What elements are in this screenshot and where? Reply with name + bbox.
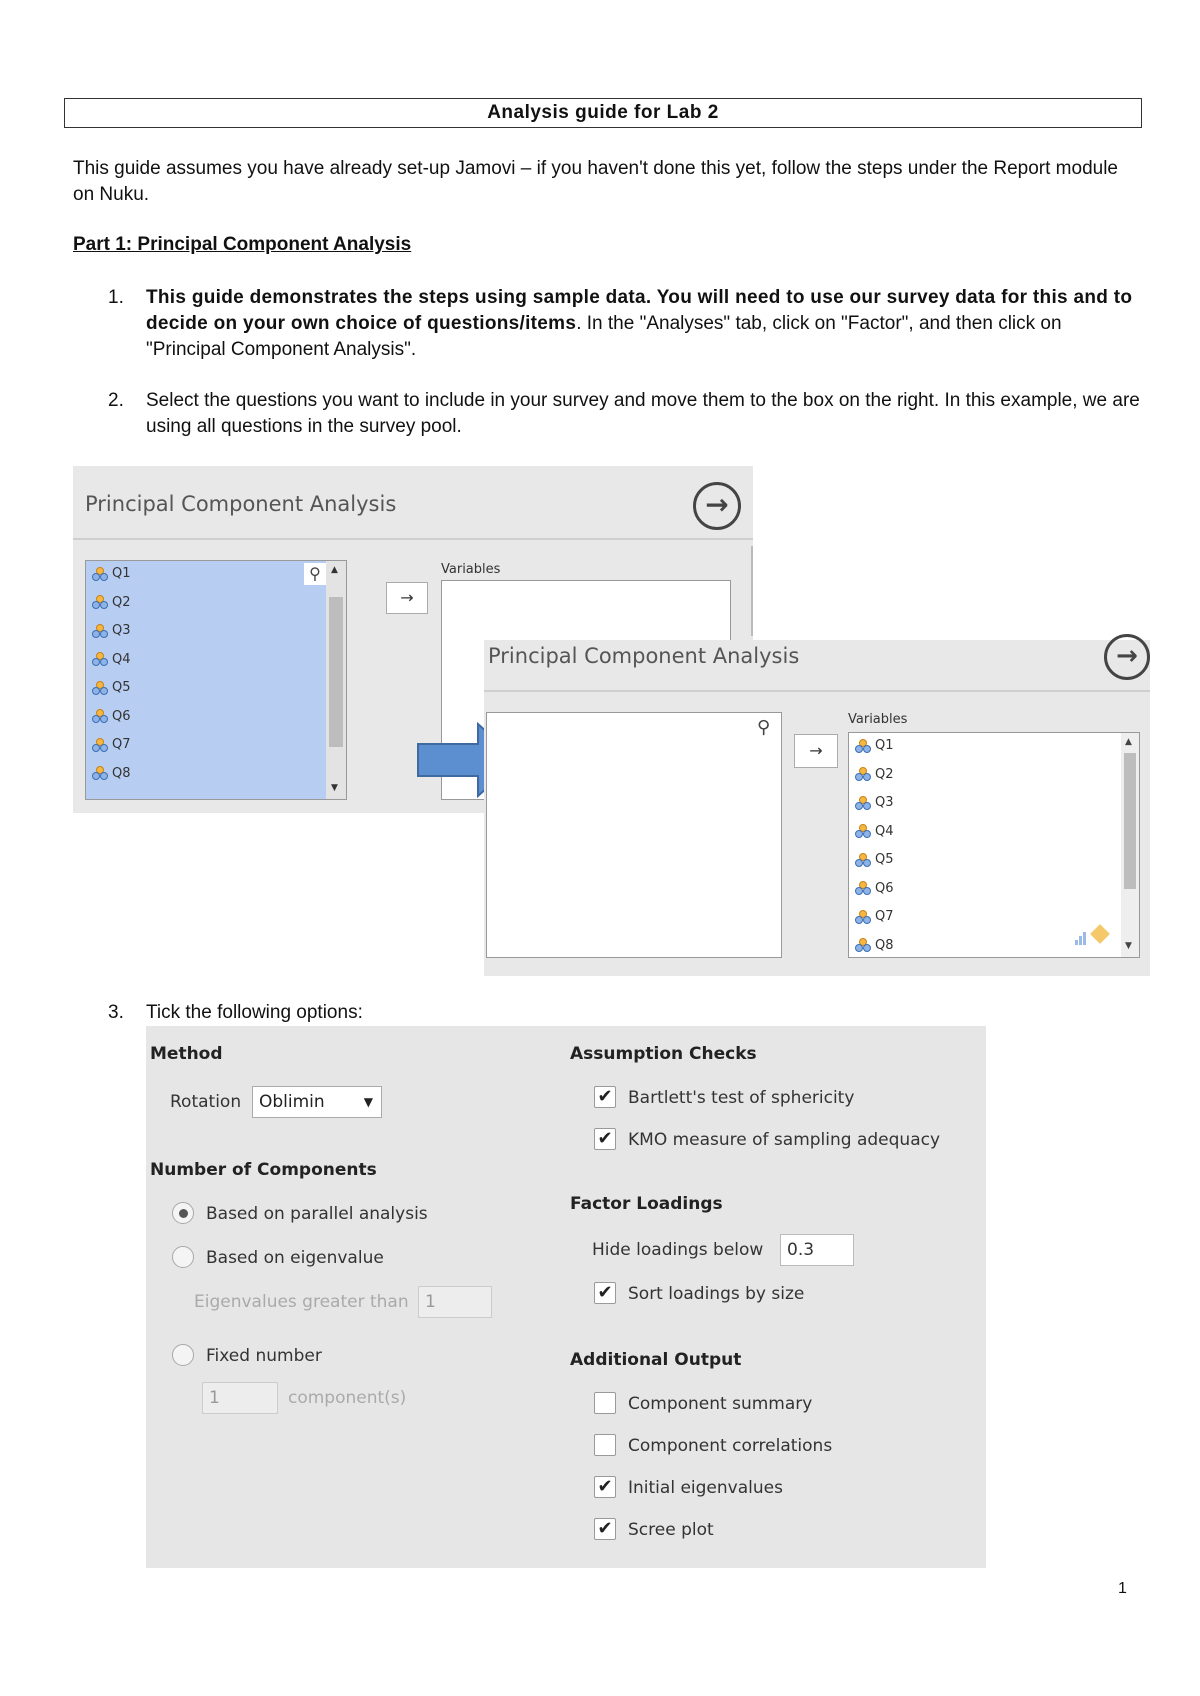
rotation-select[interactable] [252, 1086, 382, 1118]
nominal-variable-icon [855, 853, 871, 867]
components-heading: Number of Components [150, 1160, 377, 1180]
variable-item[interactable] [855, 933, 894, 959]
variables-label: Variables [441, 562, 501, 577]
level-measure-icon [1075, 929, 1091, 945]
variable-label: Q6 [875, 880, 894, 896]
nominal-variable-icon [855, 739, 871, 753]
component-summary-checkbox[interactable] [594, 1392, 616, 1414]
target-variables-list[interactable] [848, 732, 1140, 958]
fixed-number-radio[interactable] [172, 1344, 194, 1366]
variable-item[interactable] [855, 876, 894, 902]
variable-label: Q7 [112, 737, 131, 752]
variable-item[interactable] [92, 561, 131, 587]
search-icon[interactable]: ⚲ [757, 717, 771, 738]
eigenvalue-label: Based on eigenvalue [206, 1248, 384, 1268]
variable-item[interactable] [855, 847, 894, 873]
hide-loadings-input[interactable]: 0.3 [780, 1234, 854, 1266]
variable-label: Q3 [875, 795, 894, 810]
additional-heading: Additional Output [570, 1350, 742, 1370]
step-3-text: Tick the following options: [146, 1002, 363, 1023]
rotation-value: Oblimin [259, 1092, 325, 1112]
pca-panel-after [484, 640, 1150, 976]
kmo-label: KMO measure of sampling adequacy [628, 1130, 941, 1150]
scree-plot-label: Scree plot [628, 1520, 714, 1540]
assumption-heading: Assumption Checks [570, 1044, 757, 1064]
variable-item[interactable] [92, 618, 131, 644]
ruler-icon [1090, 924, 1110, 944]
variable-item[interactable] [92, 761, 131, 787]
run-arrow-icon[interactable]: → [693, 482, 741, 530]
fixed-number-input[interactable]: 1 [202, 1382, 278, 1414]
component-correlations-checkbox[interactable] [594, 1434, 616, 1456]
bartlett-checkbox[interactable]: ✔ [594, 1086, 616, 1108]
variable-label: Q4 [875, 823, 894, 839]
variable-item[interactable] [92, 590, 131, 616]
list-scrollbar[interactable] [326, 561, 346, 799]
components-suffix: component(s) [288, 1388, 407, 1408]
method-heading: Method [150, 1044, 223, 1064]
component-correlations-label: Component correlations [628, 1436, 833, 1456]
eigenvalue-radio[interactable] [172, 1246, 194, 1268]
variable-label: Q4 [112, 651, 131, 667]
list-scrollbar[interactable] [1121, 733, 1139, 957]
scree-plot-checkbox[interactable]: ✔ [594, 1518, 616, 1540]
fixed-number-label: Fixed number [206, 1346, 322, 1366]
initial-eigenvalues-label: Initial eigenvalues [628, 1478, 783, 1498]
variable-label: Q2 [112, 594, 131, 610]
run-arrow-icon[interactable]: → [1104, 634, 1150, 680]
step-2 [108, 388, 1148, 444]
variable-label: Q8 [875, 937, 894, 953]
hide-loadings-label: Hide loadings below [592, 1240, 764, 1260]
variable-item[interactable] [855, 790, 894, 816]
chevron-down-icon: ▼ [363, 1095, 373, 1109]
variable-item[interactable] [855, 733, 894, 759]
source-variable-list[interactable] [85, 560, 347, 800]
move-to-variables-button[interactable]: → [794, 734, 838, 768]
variable-item[interactable] [92, 647, 131, 673]
variable-item[interactable] [855, 762, 894, 788]
variable-label: Q1 [112, 566, 131, 581]
move-to-variables-button[interactable]: → [386, 582, 428, 614]
parallel-analysis-radio[interactable] [172, 1202, 194, 1224]
parallel-analysis-label: Based on parallel analysis [206, 1204, 428, 1224]
sort-loadings-checkbox[interactable]: ✔ [594, 1282, 616, 1304]
source-variable-list[interactable] [486, 712, 782, 958]
step-number: 2. [108, 390, 124, 411]
variable-label: Q1 [875, 738, 894, 753]
step-3 [108, 1000, 1148, 1028]
panel-title: Principal Component Analysis [488, 644, 800, 668]
step-1-bold-text: This guide demonstrates the steps using sample data. You will need to use our survey data for this and to decide on your own choice of questions/items [146, 287, 1133, 334]
step-1-text: . In the "Analyses" tab, click on "Factor", and then click on "Principal Component Analysis". [146, 313, 1062, 360]
eigenvalue-threshold-input[interactable]: 1 [418, 1286, 492, 1318]
step-number: 1. [108, 287, 124, 308]
pca-options-panel [146, 1026, 986, 1568]
variable-item[interactable] [92, 704, 131, 730]
sort-loadings-label: Sort loadings by size [628, 1284, 805, 1304]
step-1 [108, 285, 1148, 365]
scroll-up-icon[interactable]: ▲ [1125, 737, 1132, 747]
divider [73, 538, 753, 540]
variable-label: Q5 [112, 680, 131, 695]
scroll-thumb[interactable] [1124, 753, 1136, 889]
rotation-label: Rotation [170, 1092, 242, 1112]
initial-eigenvalues-checkbox[interactable]: ✔ [594, 1476, 616, 1498]
page-number: 1 [1118, 1580, 1127, 1597]
variable-label: Q6 [112, 708, 131, 724]
bartlett-label: Bartlett's test of sphericity [628, 1088, 855, 1108]
variable-label: Q5 [875, 852, 894, 867]
kmo-checkbox[interactable]: ✔ [594, 1128, 616, 1150]
nominal-variable-icon [855, 938, 871, 952]
nominal-variable-icon [92, 738, 108, 752]
nominal-variable-icon [855, 767, 871, 781]
step-number: 3. [108, 1002, 124, 1023]
nominal-variable-icon [855, 824, 871, 838]
step-2-text: Select the questions you want to include in your survey and move them to the box on the right. In this example, we are using all questions in the survey pool. [146, 390, 1140, 437]
document-title: Analysis guide for Lab 2 [64, 98, 1142, 128]
variable-label: Q7 [875, 909, 894, 924]
intro-paragraph: This guide assumes you have already set-up Jamovi – if you haven't done this yet, follow the steps under the Report module on Nuku. [73, 158, 1118, 205]
scroll-thumb[interactable] [329, 597, 343, 747]
panel-scrollbar[interactable] [751, 546, 753, 636]
variable-label: Q2 [875, 766, 894, 782]
scroll-down-icon[interactable]: ▼ [331, 783, 338, 793]
variable-label: Q8 [112, 765, 131, 781]
variables-label: Variables [848, 712, 908, 727]
nominal-variable-icon [92, 624, 108, 638]
variable-label: Q3 [112, 623, 131, 638]
variable-item[interactable] [855, 819, 894, 845]
nominal-variable-icon [92, 567, 108, 581]
nominal-variable-icon [855, 881, 871, 895]
nominal-variable-icon [92, 766, 108, 780]
nominal-variable-icon [92, 595, 108, 609]
nominal-variable-icon [92, 709, 108, 723]
component-summary-label: Component summary [628, 1394, 813, 1414]
scroll-down-icon[interactable]: ▼ [1125, 941, 1132, 951]
nominal-variable-icon [855, 796, 871, 810]
loadings-heading: Factor Loadings [570, 1194, 723, 1214]
nominal-variable-icon [855, 910, 871, 924]
part1-heading: Part 1: Principal Component Analysis [73, 234, 412, 255]
nominal-variable-icon [92, 652, 108, 666]
variable-item[interactable] [92, 675, 131, 701]
scroll-up-icon[interactable]: ▲ [331, 565, 338, 575]
variable-item[interactable] [92, 732, 131, 758]
nominal-variable-icon [92, 681, 108, 695]
panel-title: Principal Component Analysis [85, 492, 397, 516]
variable-item[interactable] [855, 904, 894, 930]
search-icon[interactable]: ⚲ [304, 563, 326, 585]
eigenvalue-greater-label: Eigenvalues greater than [194, 1292, 409, 1312]
divider [484, 690, 1150, 692]
